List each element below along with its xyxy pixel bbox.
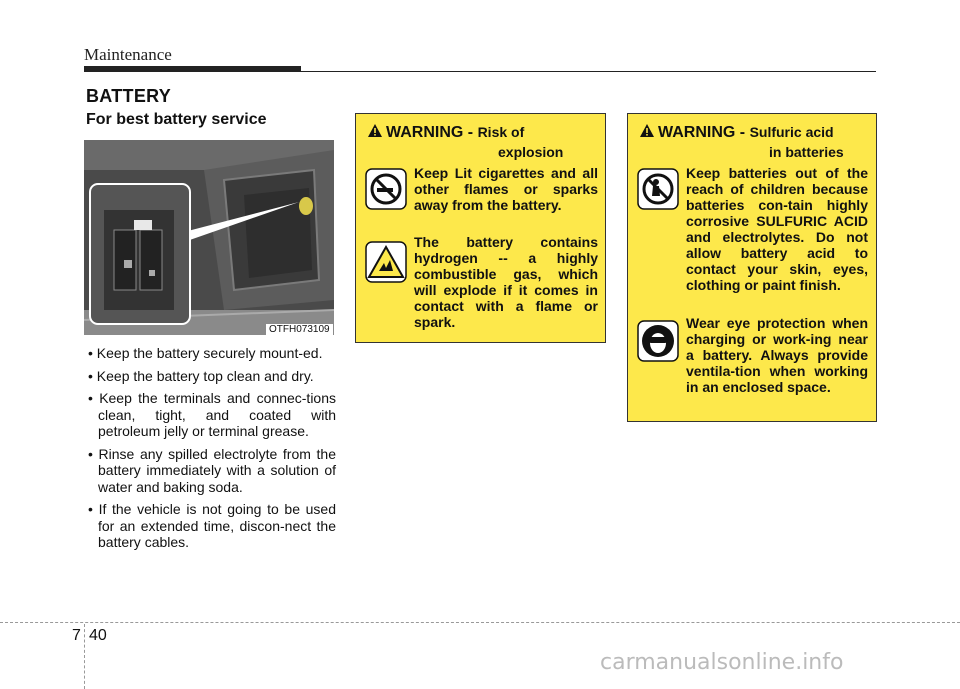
list-item: • If the vehicle is not going to be used for an extended time, discon-nect the battery cables.	[84, 501, 336, 551]
warning-triangle-icon	[640, 124, 654, 138]
page-number: 40	[89, 627, 107, 644]
warning-triangle-icon	[368, 124, 382, 138]
warning-box-sulfuric-acid	[627, 113, 877, 422]
photo-code: OTFH073109	[266, 324, 333, 336]
watermark: carmanualsonline.info	[600, 650, 844, 675]
section-title: BATTERY	[86, 86, 172, 106]
running-header: Maintenance	[84, 45, 172, 64]
eye-protection-icon	[637, 320, 679, 362]
bullet-list	[84, 345, 336, 557]
warning-heading	[386, 124, 524, 142]
warning-heading	[658, 124, 834, 142]
explosion-hazard-icon	[365, 241, 407, 283]
warning-subject-line2: in batteries	[769, 144, 844, 160]
list-item: • Keep the battery securely mount-ed.	[84, 345, 336, 362]
footer-rule	[0, 622, 960, 623]
warning-label: WARNING -	[386, 124, 474, 141]
warning-paragraph-2: The battery contains hydrogen -- a highly combustible gas, which will explode if it comes in contact with a flame or spark.	[414, 234, 598, 330]
list-item: • Keep the battery top clean and dry.	[84, 368, 336, 385]
subheading: For best battery service	[86, 111, 267, 128]
header-thick-rule	[84, 66, 301, 72]
footer-divider	[84, 624, 85, 689]
keep-away-from-children-icon	[637, 168, 679, 210]
warning-paragraph-1: Keep Lit cigarettes and all other flames or sparks away from the battery.	[414, 165, 598, 213]
warning-subject-line1: Sulfuric acid	[749, 124, 834, 140]
no-smoking-icon	[365, 168, 407, 210]
list-item: • Rinse any spilled electrolyte from the battery immediately with a solution of water and baking soda.	[84, 446, 336, 496]
warning-paragraph-2: Wear eye protection when charging or work-ing near a battery. Always provide ventila-tion when working in an enclosed space.	[686, 315, 868, 395]
battery-location-photo	[84, 140, 334, 335]
chapter-number: 7	[72, 627, 81, 644]
warning-box-explosion	[355, 113, 606, 343]
warning-subject-line1: Risk of	[477, 124, 525, 140]
warning-subject-line2: explosion	[498, 144, 564, 160]
list-item: • Keep the terminals and connec-tions clean, tight, and coated with petroleum jelly or terminal grease.	[84, 390, 336, 440]
warning-paragraph-1: Keep batteries out of the reach of children because batteries con-tain highly corrosive SULFURIC ACID and electrolytes. Do not allow battery acid to contact your skin, eyes, clothing or paint finish.	[686, 165, 868, 293]
warning-label: WARNING -	[658, 124, 746, 141]
header-thin-rule	[301, 71, 876, 72]
